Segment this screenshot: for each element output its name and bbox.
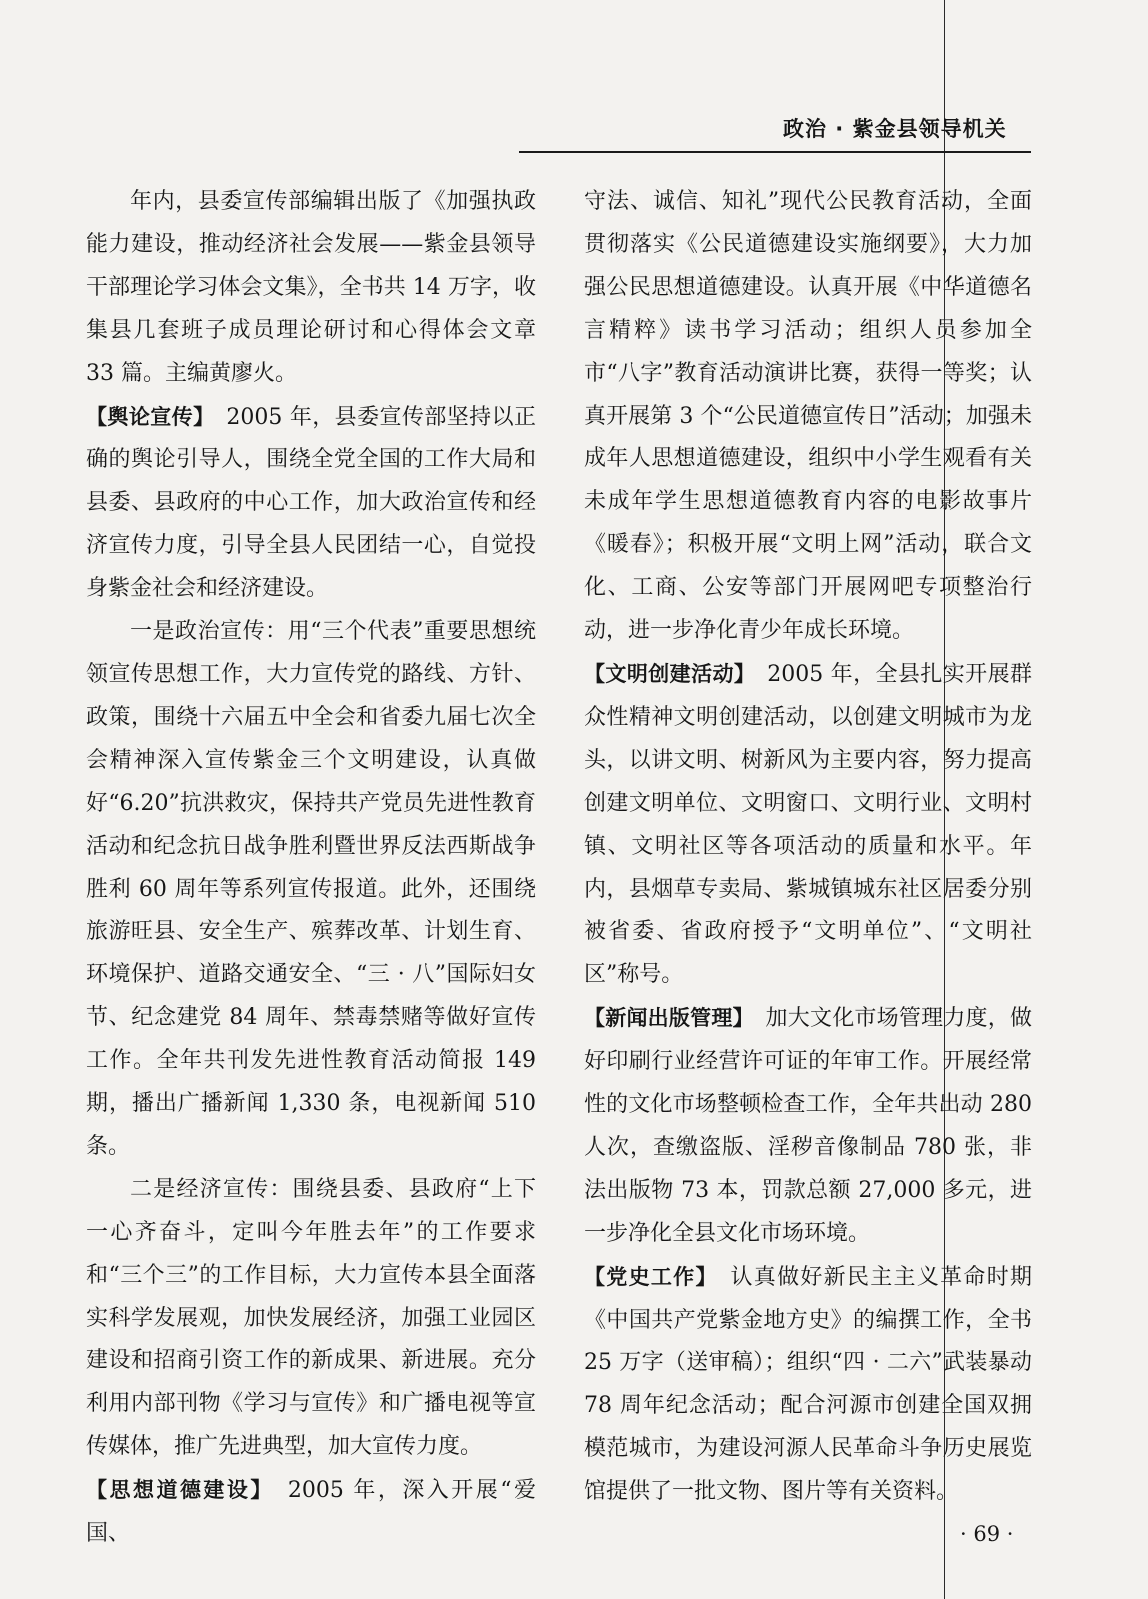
section-text-moral-construction: 2005 年，深入开展“爱国、 bbox=[86, 1478, 536, 1547]
page-number: · 69 · bbox=[960, 1522, 1014, 1546]
section-moral-construction bbox=[86, 1469, 536, 1556]
paragraph-moral-construction-cont: 守法、诚信、知礼”现代公民教育活动，全面贯彻落实《公民道德建设实施纲要》，大力加强公民思想道德建设。认真开展《中华道德名言精粹》读书学习活动；组织人员参加全市“八字”教育活动演讲比赛，获得一等奖；认真开展第 3 个“公民道德宣传日”活动；加强未成年人思想道德建设，组织中小学生观看有关未成年学生思想道德教育内容的电影故事片《暖春》；积极开展“文明上网”活动，联合文化、工商、公安等部门开展网吧专项整治行动，进一步净化青少年成长环境。 bbox=[584, 189, 1032, 644]
section-heading-public-opinion: 【舆论宣传】 bbox=[86, 404, 205, 429]
section-heading-moral-construction: 【思想道德建设】 bbox=[86, 1478, 264, 1503]
section-party-history bbox=[584, 1256, 1032, 1514]
section-text-press-publication: 加大文化市场管理力度，做好印刷行业经营许可证的年审工作。开展经常性的文化市场整顿检查工作，全年共出动 280 人次，查缴盗版、淫秽音像制品 780 张，非法出版物 73 本，罚款总额 27,000 多元，进一步净化全县文化市场环境。 bbox=[584, 1006, 1032, 1246]
section-heading-press-publication: 【新闻出版管理】 bbox=[584, 1006, 744, 1031]
section-civilization-creation bbox=[584, 653, 1032, 997]
header-rule bbox=[519, 151, 1031, 153]
section-public-opinion bbox=[86, 396, 536, 612]
section-heading-party-history: 【党史工作】 bbox=[584, 1264, 708, 1289]
running-header: 政治 · 紫金县领导机关 bbox=[783, 117, 1007, 141]
section-press-publication bbox=[584, 997, 1032, 1255]
left-column bbox=[86, 181, 536, 1556]
section-text-party-history: 认真做好新民主主义革命时期《中国共产党紫金地方史》的编撰工作，全书 25 万字（送审稿）；组织“四 · 二六”武装暴动 78 周年纪念活动；配合河源市创建全国双拥模范城市，为建设河源人民革命斗争历史展览馆提供了一批文物、图片等有关资料。 bbox=[584, 1264, 1032, 1505]
paragraph-book-publication: 年内，县委宣传部编辑出版了《加强执政能力建设，推动经济社会发展——紫金县领导干部理论学习体会文集》，全书共 14 万字，收集县几套班子成员理论研讨和心得体会文章 33 篇。主编黄廖火。 bbox=[86, 189, 536, 386]
paragraph-political-propaganda: 一是政治宣传：用“三个代表”重要思想统领宣传思想工作，大力宣传党的路线、方针、政策，围绕十六届五中全会和省委九届七次全会精神深入宣传紫金三个文明建设，认真做好“6.20”抗洪救灾，保持共产党员先进性教育活动和纪念抗日战争胜利暨世界反法西斯战争胜利 60 周年等系列宣传报道。此外，还围绕旅游旺县、安全生产、殡葬改革、计划生育、环境保护、道路交通安全、“三 · 八”国际妇女节、纪念建党 84 周年、禁毒禁赌等做好宣传工作。全年共刊发先进性教育活动简报 149 期，播出广播新闻 1,330 条，电视新闻 510 条。 bbox=[86, 619, 536, 1159]
section-heading-civilization-creation: 【文明创建活动】 bbox=[584, 661, 745, 686]
section-text-civilization-creation: 2005 年，全县扎实开展群众性精神文明创建活动，以创建文明城市为龙头，以讲文明、树新风为主要内容，努力提高创建文明单位、文明窗口、文明行业、文明村镇、文明社区等各项活动的质量和水平。年内，县烟草专卖局、紫城镇城东社区居委分别被省委、省政府授予“文明单位”、“文明社区”称号。 bbox=[584, 661, 1033, 988]
paragraph-economic-propaganda: 二是经济宣传：围绕县委、县政府“上下一心齐奋斗，定叫今年胜去年”的工作要求和“三个三”的工作目标，大力宣传本县全面落实科学发展观，加快发展经济，加强工业园区建设和招商引资工作的新成果、新进展。充分利用内部刊物《学习与宣传》和广播电视等宣传媒体，推广先进典型，加大宣传力度。 bbox=[86, 1176, 536, 1460]
section-text-public-opinion: 2005 年，县委宣传部坚持以正确的舆论引导人，围绕全党全国的工作大局和县委、县政府的中心工作，加大政治宣传和经济宣传力度，引导全县人民团结一心，自觉投身紫金社会和经济建设。 bbox=[86, 404, 537, 602]
right-column bbox=[584, 181, 1032, 1514]
